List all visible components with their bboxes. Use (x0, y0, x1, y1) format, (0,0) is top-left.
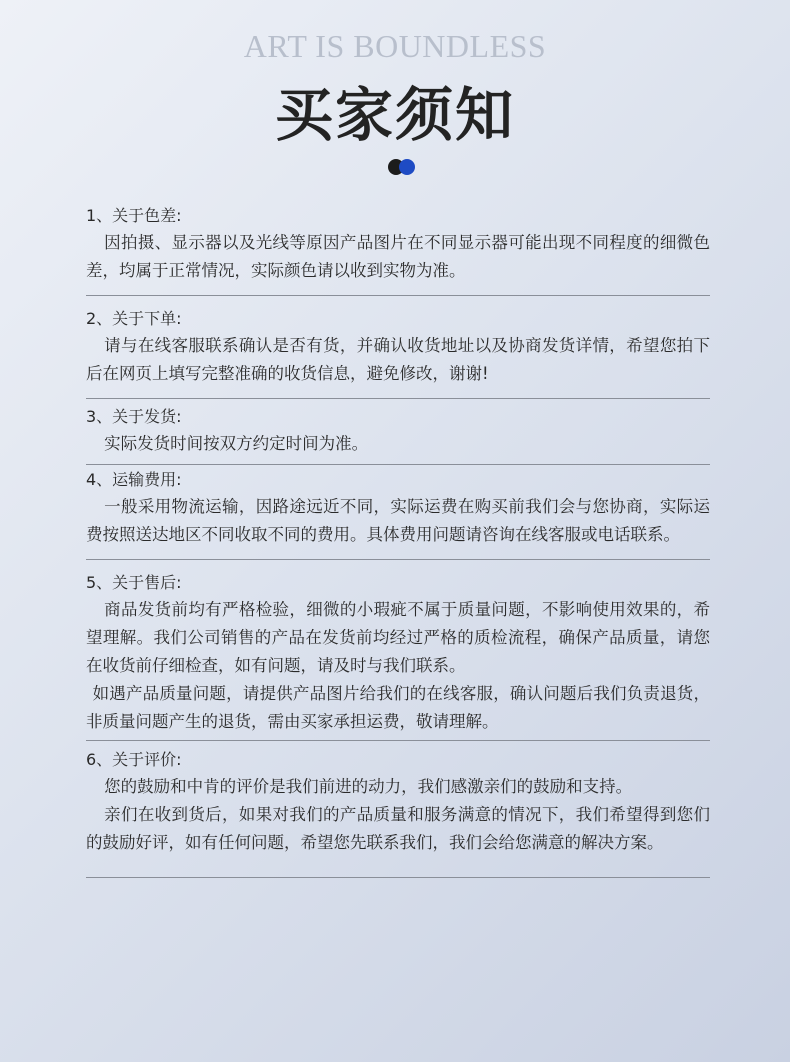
section-paragraph: 您的鼓励和中肯的评价是我们前进的动力，我们感激亲们的鼓励和支持。 (104, 777, 633, 796)
section-paragraph: 如遇产品质量问题，请提供产品图片给我们的在线客服，确认问题后我们负责退货，非质量问题产生的退货，需由买家承担运费，敬请理解。 (86, 684, 710, 731)
section-heading: 3、关于发货: (86, 407, 182, 426)
notice-list (86, 200, 710, 878)
section-heading: 6、关于评价: (86, 750, 182, 769)
section-shipping (86, 399, 710, 465)
section-heading: 4、运输费用: (86, 470, 182, 489)
section-ordering (86, 296, 710, 399)
eyebrow-text: ART IS BOUNDLESS (243, 28, 547, 64)
section-paragraph: 实际发货时间按双方约定时间为准。 (104, 434, 369, 453)
section-color-difference (86, 200, 710, 296)
section-paragraph: 商品发货前均有严格检验，细微的小瑕疵不属于质量问题，不影响使用效果的，希望理解。我们公司销售的产品在发货前均经过严格的质检流程，确保产品质量，请您在收货前仔细检查，如有问题，请及时与我们联系。 (86, 600, 710, 675)
section-shipping-cost (86, 465, 710, 560)
section-heading: 5、关于售后: (86, 573, 182, 592)
section-paragraph: 一般采用物流运输，因路途远近不同，实际运费在购买前我们会与您协商，实际运费按照送达地区不同收取不同的费用。具体费用问题请咨询在线客服或电话联系。 (86, 497, 710, 544)
decorative-dots (388, 159, 418, 177)
section-paragraph: 请与在线客服联系确认是否有货，并确认收货地址以及协商发货详情，希望您拍下后在网页上填写完整准确的收货信息，避免修改，谢谢! (86, 336, 710, 383)
section-after-sales (86, 560, 710, 741)
page-title: 买家须知 (274, 81, 515, 149)
blue-dot-icon (399, 159, 415, 175)
section-heading: 2、关于下单: (86, 309, 182, 328)
section-paragraph: 因拍摄、显示器以及光线等原因产品图片在不同显示器可能出现不同程度的细微色差，均属于正常情况，实际颜色请以收到实物为准。 (86, 233, 710, 280)
section-paragraph: 亲们在收到货后，如果对我们的产品质量和服务满意的情况下，我们希望得到您们的鼓励好评，如有任何问题，希望您先联系我们，我们会给您满意的解决方案。 (86, 805, 710, 852)
section-reviews (86, 741, 710, 878)
section-heading: 1、关于色差: (86, 206, 182, 225)
